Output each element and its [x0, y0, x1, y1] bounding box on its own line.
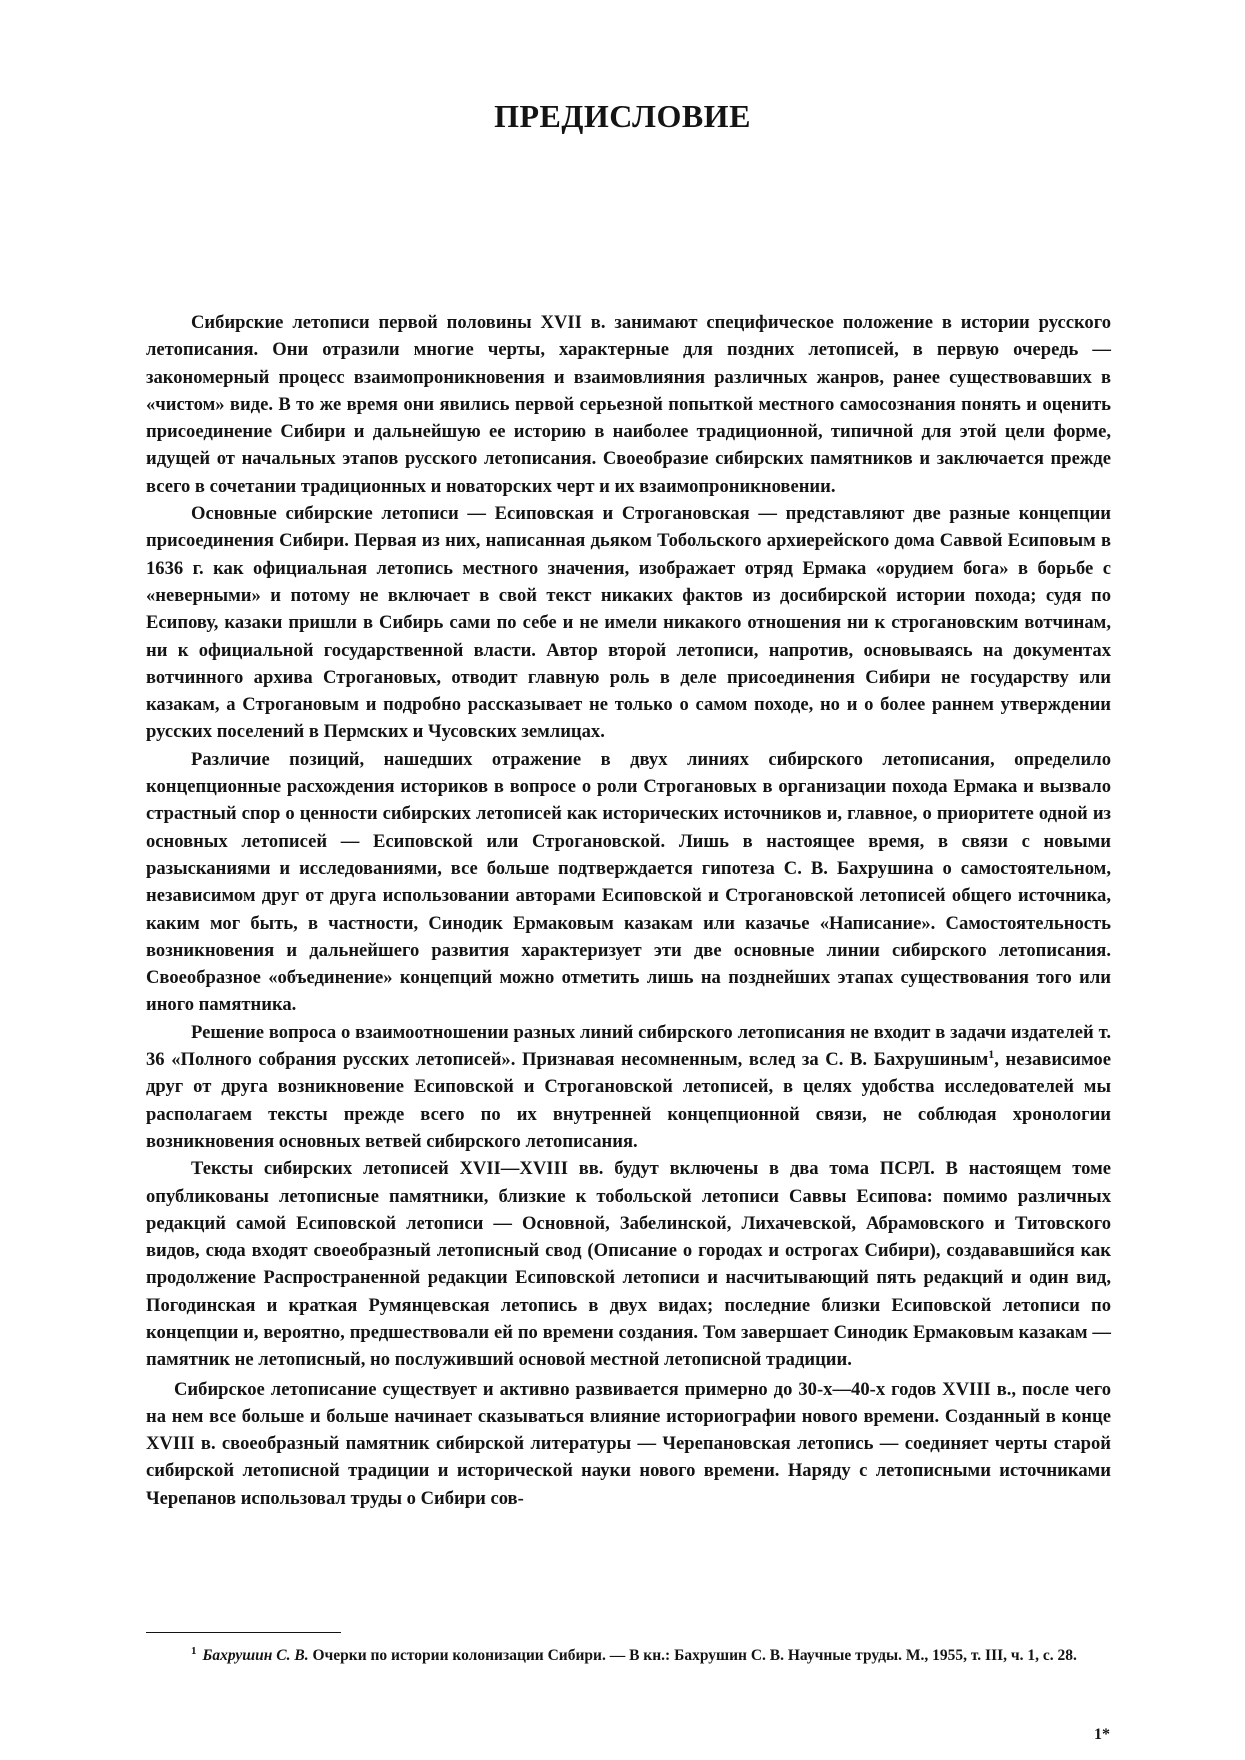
footnote-divider	[146, 1632, 341, 1633]
footnote-marker: 1	[191, 1644, 197, 1657]
paragraph-6: Сибирское летописание существует и активно развивается примерно до 30-х—40-х годов XVIII в., после чего на нем все больше и больше начинает сказываться влияние историографии нового времени. Созданный в конце XVIII в. своеобразный памятник сибирской литературы — Черепановская летопись — соединяет черты старой сибирской летописной традиции и исторической науки нового времени. Наряду с летописными источниками Черепанов использовал труды о Сибири сов-	[146, 1378, 1111, 1509]
footnote-author: Бахрушин С. В.	[202, 1647, 309, 1664]
body-text	[146, 309, 1111, 1512]
footnote-text: Очерки по истории колонизации Сибири. — В кн.: Бахрушин С. В. Научные труды. М., 1955, т. III, ч. 1, с. 28.	[312, 1647, 1077, 1664]
paragraph-2: Основные сибирские летописи — Есиповская и Строгановская — представляют две разные концепции присоединения Сибири. Первая из них, написанная дьяком Тобольского архиерейского дома Саввой Есиповым в 1636 г. как официальная летопись местного значения, изображает отряд Ермака «орудием бога» в борьбе с «неверными» и потому не включает в свой текст никаких фактов из досибирской истории похода; судя по Есипову, казаки пришли в Сибирь сами по себе и не имели никакого отношения ни к строгановским вотчинам, ни к официальной государственной власти. Автор второй летописи, напротив, основываясь на документах вотчинного архива Строгановых, отводит главную роль в деле присоединения Сибири не государству или казакам, а Строгановым и подробно рассказывает не только о самом походе, но и о более раннем утверждении русских поселений в Пермских и Чусовских землицах.	[146, 503, 1111, 743]
paragraph-1: Сибирские летописи первой половины XVII в. занимают специфическое положение в истории русского летописания. Они отразили многие черты, характерные для поздних летописей, в первую очередь — закономерный процесс взаимопроникновения и взаимовлияния различных жанров, ранее существовавших в «чистом» виде. В то же время они явились первой серьезной попыткой местного самосознания понять и оценить присоединение Сибири и дальнейшую ее историю в наиболее традиционной, типичной для этой цели форме, идущей от начальных этапов русского летописания. Своеобразие сибирских памятников и заключается прежде всего в сочетании традиционных и новаторских черт и их взаимопроникновении.	[146, 312, 1111, 497]
page-number: 1*	[1094, 1726, 1110, 1743]
paragraph-3: Различие позиций, нашедших отражение в двух линиях сибирского летописания, определило концепционные расхождения историков в вопросе о роли Строгановых в организации похода Ермака и вызвало страстный спор о ценности сибирских летописей как исторических источников и, главное, о приоритете одной из основных летописей — Есиповской или Строгановской. Лишь в настоящее время, в связи с новыми разысканиями и исследованиями, все больше подтверждается гипотеза С. В. Бахрушина о самостоятельном, независимом друг от друга использовании авторами Есиповской и Строгановской летописей общего источника, каким мог быть, в частности, Синодик Ермаковым казакам или казачье «Написание». Самостоятельность возникновения и дальнейшего развития характеризует эти две основные линии сибирского летописания. Своеобразное «объединение» концепций можно отметить лишь на позднейших этапах существования того или иного памятника.	[146, 748, 1111, 1016]
paragraph-4-part-2: , независимое друг от друга возникновение Есиповской и Строгановской летописей, в целях удобства исследователей мы располагаем тексты прежде всего по их внутренней концепционной связи, не соблюдая хронологии возникновения основных ветвей сибирского летописания.	[146, 1049, 1111, 1152]
paragraph-4-part-1: Решение вопроса о взаимоотношении разных линий сибирского летописания не входит в задачи издателей т. 36 «Полного собрания русских летописей». Признавая несомненным, вслед за С. В. Бахрушиным	[146, 1021, 1111, 1071]
footnote-reference[interactable]: 1	[988, 1046, 995, 1061]
paragraph-4	[146, 1019, 1111, 1155]
footnote	[146, 1644, 1111, 1667]
paragraph-5: Тексты сибирских летописей XVII—XVIII вв. будут включены в два тома ПСРЛ. В настоящем томе опубликованы летописные памятники, близкие к тобольской летописи Саввы Есипова: помимо различных редакций самой Есиповской летописи — Основной, Забелинской, Лихачевской, Абрамовского и Титовского видов, сюда входят своеобразный летописный свод (Описание о городах и острогах Сибири), создававшийся как продолжение Распространенной редакции Есиповской летописи и насчитывающий пять редакций и один вид, Погодинская и краткая Румянцевская летопись в двух видах; последние близки Есиповской летописи по концепции и, вероятно, предшествовали ей по времени создания. Том завершает Синодик Ермаковым казакам — памятник не летописный, но послуживший основой местной летописной традиции.	[146, 1158, 1111, 1371]
page-title: ПРЕДИСЛОВИЕ	[494, 98, 751, 134]
